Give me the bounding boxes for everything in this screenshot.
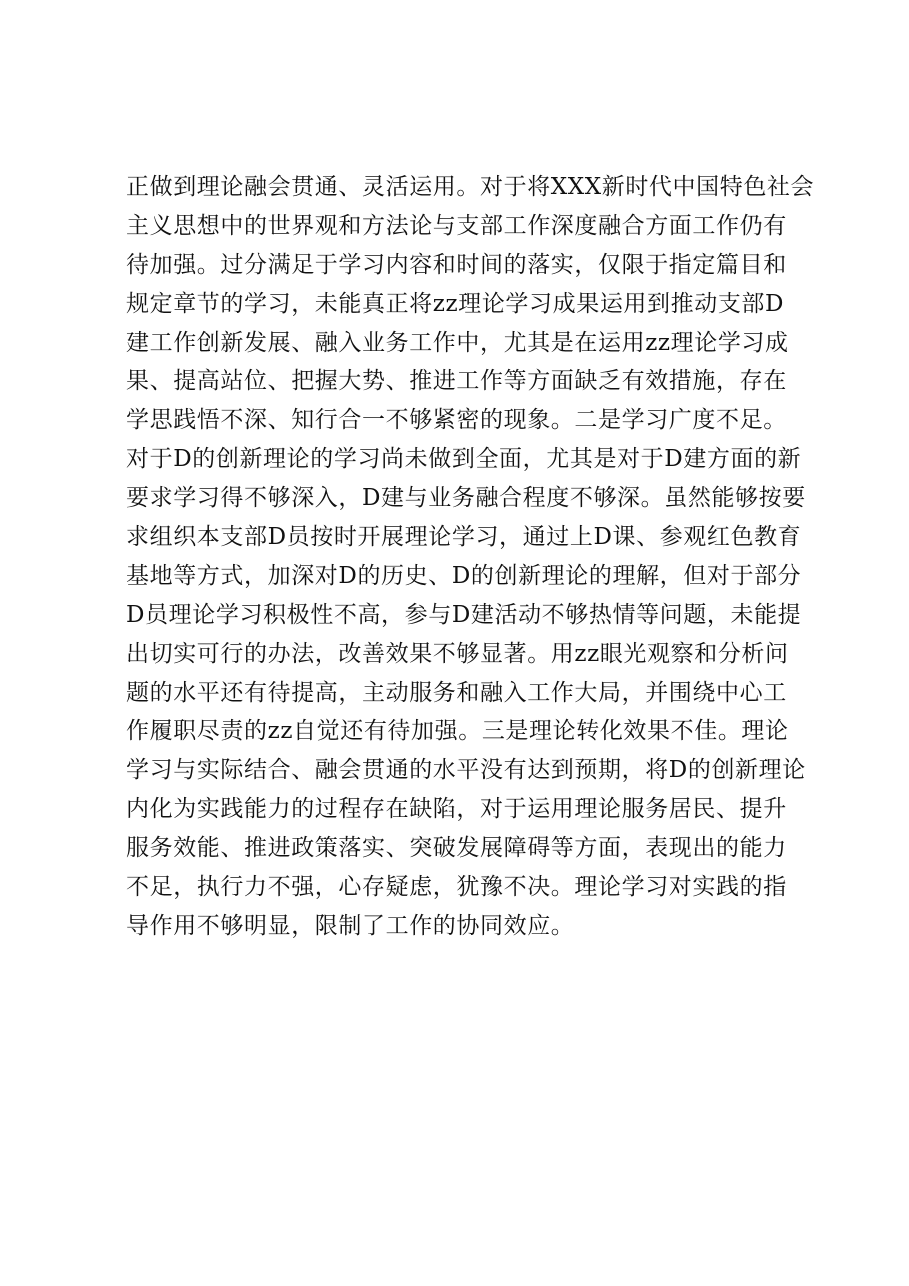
text-line-7: 学思践悟不深、知行合一不够紧密的现象。二是学习广度不足。 [126, 407, 787, 434]
body-paragraph [126, 168, 826, 946]
text-line-14: 题的水平还有待提高，主动服务和融入工作大局，并围绕中心工 [126, 679, 787, 706]
text-line-6: 果、提高站位、把握大势、推进工作等方面缺乏有效措施，存在 [126, 368, 787, 395]
text-line-2: 主义思想中的世界观和方法论与支部工作深度融合方面工作仍有 [126, 212, 787, 239]
text-line-10: 求组织本支部D员按时开展理论学习，通过上D课、参观红色教育 [126, 524, 802, 551]
text-line-3: 待加强。过分满足于学习内容和时间的落实，仅限于指定篇目和 [126, 251, 787, 278]
text-line-4: 规定章节的学习，未能真正将zz理论学习成果运用到推动支部D [126, 290, 785, 317]
text-line-1: 正做到理论融会贯通、灵活运用。对于将XXX新时代中国特色社会 [126, 174, 815, 200]
text-line-11: 基地等方式，加深对D的历史、D的创新理论的理解，但对于部分 [126, 562, 802, 589]
text-line-8: 对于D的创新理论的学习尚未做到全面，尤其是对于D建方面的新 [126, 446, 802, 473]
text-line-15: 作履职尽责的zz自觉还有待加强。三是理论转化效果不佳。理论 [126, 718, 789, 745]
text-line-18: 服务效能、推进政策落实、突破发展障碍等方面，表现出的能力 [126, 835, 787, 862]
text-line-17: 内化为实践能力的过程存在缺陷，对于运用理论服务居民、提升 [126, 796, 787, 823]
text-line-12: D员理论学习积极性不高，参与D建活动不够热情等问题，未能提 [126, 601, 802, 628]
text-line-5: 建工作创新发展、融入业务工作中，尤其是在运用zz理论学习成 [126, 329, 789, 356]
text-line-9: 要求学习得不够深入，D建与业务融合程度不够深。虽然能够按要 [126, 485, 806, 512]
text-line-20: 导作用不够明显，限制了工作的协同效应。 [126, 912, 575, 939]
text-line-19: 不足，执行力不强，心存疑虑，犹豫不决。理论学习对实践的指 [126, 874, 787, 901]
text-line-16: 学习与实际结合、融会贯通的水平没有达到预期，将D的创新理论 [126, 757, 806, 784]
text-line-13: 出切实可行的办法，改善效果不够显著。用zz眼光观察和分析问 [126, 640, 789, 667]
